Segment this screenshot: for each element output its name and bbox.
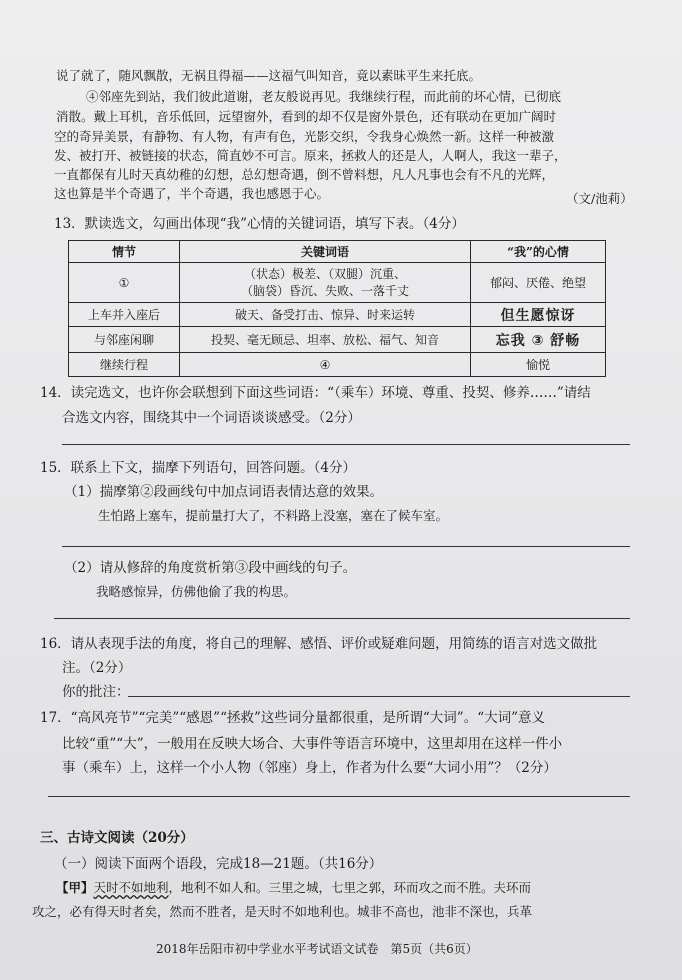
passage-line: 发、被打开、被链接的状态，简直妙不可言。原来，拯救人的还是人，人啊人，我这一辈子， (54, 148, 567, 163)
passage-line: 这也算是半个奇遇了，半个奇遇，我也感恩于心。 (54, 186, 330, 201)
question-15-sentence2: 我略感惊异，仿佛他偷了我的构思。 (96, 584, 297, 599)
table-row (69, 303, 606, 327)
table-cell-plot: ① (69, 263, 180, 303)
table-header: 关键词语 (179, 241, 470, 263)
passage-jia-label: 【甲】 (56, 880, 94, 895)
table-cell-plot: 与邻座闲聊 (69, 327, 180, 353)
passage-line: 消散。戴上耳机，音乐低回，远望窗外，看到的却不仅是窗外景色，还有联动在更加广阔时 (56, 109, 557, 124)
question-15-stem: 15．联系上下文，揣摩下列语句，回答问题。（4分） (40, 460, 357, 476)
table-cell-keywords-blank[interactable]: ④ (179, 353, 470, 377)
question-13-stem: 13．默读选文，勾画出体现“我”心情的关键词语，填写下表。（4分） (54, 216, 465, 232)
table-header-row (69, 241, 606, 263)
annotation-answer-line[interactable] (128, 696, 630, 697)
table-header: 情节 (69, 241, 180, 263)
page-footer: 2018年岳阳市初中学业水平考试语文试卷 第5页（共6页） (156, 942, 478, 956)
answer-line-17[interactable] (48, 796, 630, 797)
passage-line: ④邻座先到站，我们彼此道谢，老友般说再见。我继续行程，而此前的坏心情，已彻底 (86, 89, 562, 104)
answer-line-15-1[interactable] (62, 546, 630, 547)
question-15-sub1: （1）揣摩第②段画线句中加点词语表情达意的效果。 (64, 484, 384, 500)
section-3-title: 三、古诗文阅读（20分） (40, 830, 194, 846)
keyword-table (68, 240, 606, 377)
question-14-line: 合选文内容，围绕其中一个词语谈谈感受。（2分） (62, 410, 361, 426)
keyword-line: （状态）极差、（双腿）沉重、 (243, 266, 406, 281)
table-cell-mood-handwritten[interactable]: 但生愿惊讶 (471, 303, 606, 327)
table-cell-plot: 上车并入座后 (69, 303, 180, 327)
table-cell-plot: 继续行程 (69, 353, 180, 377)
question-17-line: 比较“重”“大”，一般用在反映大场合、大事件等语言环境中，这里却用在这样一件小 (62, 736, 563, 752)
table-row (69, 353, 606, 377)
table-cell-keywords: 破天、备受打击、惊异、时来运转 (179, 303, 470, 327)
keyword-line: （脑袋）昏沉、失败、一落千丈 (240, 283, 409, 298)
passage-jia-text: ，地利不如人和。三里之城，七里之郭，环而攻之而不胜。夫环而 (168, 880, 532, 895)
table-cell-mood-handwritten[interactable]: 忘我 ③ 舒畅 (471, 327, 606, 353)
table-row (69, 327, 606, 353)
question-15-sentence1: 生怕路上塞车，提前量打大了，不料路上没塞，塞在了候车室。 (98, 508, 449, 523)
table-cell-mood: 郁闷、厌倦、绝望 (471, 263, 606, 303)
question-15-sub2: （2）请从修辞的角度赏析第③段中画线的句子。 (64, 560, 357, 576)
table-cell-keywords (179, 263, 470, 303)
section-3-sub: （一）阅读下面两个语段，完成18—21题。（共16分） (54, 856, 383, 872)
question-17-line: 17．“高风亮节”“完美”“感恩”“拯救”这些词分量都很重，是所谓“大词”。“大词”意义 (40, 710, 545, 726)
passage-jia-line: 攻之，必有得天时者矣，然而不胜者，是天时不如地利也。城非不高也，池非不深也，兵革 (32, 904, 533, 919)
annotation-label: 你的批注： (62, 684, 130, 700)
answer-line-14[interactable] (62, 444, 630, 445)
passage-line: 空的奇异美景，有静物、有人物，有声有色，光影交织，令我身心焕然一新。这样一种被激 (54, 129, 555, 144)
passage-line: 说了就了，随风飘散，无祸且得福——这福气叫知音，竟以素昧平生来托底。 (56, 68, 482, 83)
passage-line: 一直都保有儿时天真幼稚的幻想，总幻想奇遇，倒不曾料想，凡人凡事也会有不凡的光辉， (54, 167, 555, 182)
question-16-line: 注。（2分） (62, 660, 132, 676)
underlined-phrase: 天时不如地利 (93, 880, 169, 895)
table-row (69, 263, 606, 303)
question-16-line: 16．请从表现手法的角度，将自己的理解、感悟、评价或疑难问题，用简练的语言对选文做批 (40, 636, 598, 652)
passage-jia-line (56, 878, 531, 896)
table-cell-mood: 愉悦 (471, 353, 606, 377)
table-cell-keywords: 投契、毫无顾忌、坦率、放松、福气、知音 (179, 327, 470, 353)
question-14-line: 14．读完选文，也许你会联想到下面这些词语：“（乘车）环境、尊重、投契、修养……”请结 (40, 385, 591, 401)
answer-line-15-2[interactable] (54, 618, 630, 619)
passage-author: （文/池莉） (566, 191, 633, 206)
table-header: “我”的心情 (471, 241, 606, 263)
question-17-line: 事（乘车）上，这样一个小人物（邻座）身上，作者为什么要“大词小用”？（2分） (62, 760, 557, 776)
